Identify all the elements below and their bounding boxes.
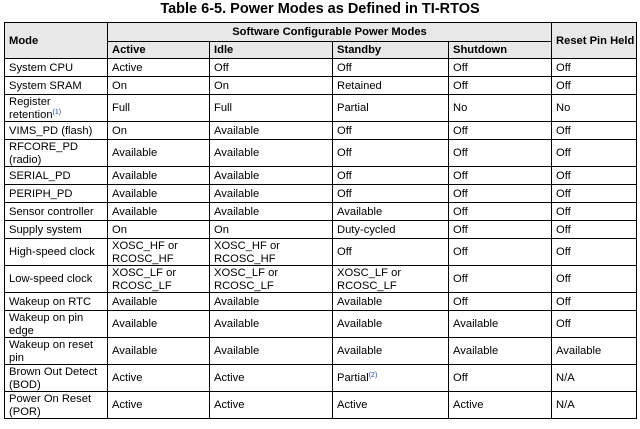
cell-standby <box>333 311 449 338</box>
cell-text: Available <box>112 295 158 308</box>
cell-text: Active <box>112 61 143 74</box>
cell-text: Off <box>556 318 571 331</box>
cell-shutdown <box>449 203 552 221</box>
cell-active <box>108 167 210 185</box>
cell-text: Off <box>453 205 468 218</box>
cell-text: Off <box>556 223 571 236</box>
cell-text: Available <box>112 205 158 218</box>
cell-text: Supply system <box>9 223 82 236</box>
header-shutdown: Shutdown <box>449 42 552 59</box>
cell-reset <box>552 221 637 239</box>
cell-text: Wakeup on RTC <box>9 295 92 308</box>
cell-text: Off <box>337 169 352 182</box>
header-software-modes: Software Configurable Power Modes <box>108 23 552 42</box>
cell-text: No <box>556 102 571 115</box>
cell-idle <box>210 365 333 392</box>
cell-active <box>108 338 210 365</box>
cell-idle <box>210 266 333 293</box>
cell-idle <box>210 59 333 77</box>
cell-text: System CPU <box>9 61 74 74</box>
cell-text: Available <box>112 318 158 331</box>
cell-text: Off <box>453 169 468 182</box>
table-row <box>5 203 637 221</box>
cell-mode <box>5 338 108 365</box>
cell-standby <box>333 203 449 221</box>
cell-text: N/A <box>556 399 575 412</box>
table-row <box>5 239 637 266</box>
cell-text: Active <box>453 399 484 412</box>
cell-text: Available <box>214 147 260 160</box>
cell-text: Available <box>112 147 158 160</box>
cell-shutdown <box>449 122 552 140</box>
cell-reset <box>552 167 637 185</box>
cell-idle <box>210 392 333 419</box>
cell-active <box>108 77 210 95</box>
cell-shutdown <box>449 77 552 95</box>
cell-standby <box>333 392 449 419</box>
cell-active <box>108 266 210 293</box>
cell-text: Off <box>556 61 571 74</box>
cell-mode <box>5 59 108 77</box>
cell-text: Sensor controller <box>9 205 94 218</box>
cell-text: Available <box>214 318 260 331</box>
cell-standby <box>333 59 449 77</box>
table-row <box>5 293 637 311</box>
cell-standby <box>333 95 449 122</box>
cell-mode <box>5 293 108 311</box>
cell-text: XOSC_LF or RCOSC_LF <box>214 267 279 292</box>
table-row <box>5 221 637 239</box>
cell-text: Active <box>214 372 245 385</box>
table-row <box>5 185 637 203</box>
cell-active <box>108 203 210 221</box>
table-row <box>5 338 637 365</box>
cell-text: Retained <box>337 79 382 92</box>
cell-active <box>108 293 210 311</box>
cell-text: Off <box>453 124 468 137</box>
cell-reset <box>552 185 637 203</box>
cell-reset <box>552 77 637 95</box>
cell-idle <box>210 77 333 95</box>
cell-reset <box>552 266 637 293</box>
table-row <box>5 266 637 293</box>
cell-text: Off <box>453 61 468 74</box>
cell-text: Available <box>337 205 383 218</box>
cell-text: XOSC_LF or RCOSC_LF <box>337 267 402 292</box>
cell-mode <box>5 392 108 419</box>
cell-text: Partial <box>337 102 369 115</box>
cell-text: Available <box>214 187 260 200</box>
cell-text: Brown Out Detect (BOD) <box>9 366 98 391</box>
cell-text: Off <box>214 61 229 74</box>
cell-shutdown <box>449 95 552 122</box>
cell-text: Register retention <box>9 96 53 121</box>
cell-active <box>108 221 210 239</box>
cell-shutdown <box>449 266 552 293</box>
cell-text: Power On Reset (POR) <box>9 393 92 418</box>
cell-shutdown <box>449 185 552 203</box>
cell-text: System SRAM <box>9 79 82 92</box>
cell-standby <box>333 77 449 95</box>
cell-shutdown <box>449 365 552 392</box>
cell-text: On <box>214 79 229 92</box>
cell-idle <box>210 122 333 140</box>
cell-text: Off <box>453 273 468 286</box>
cell-reset <box>552 392 637 419</box>
cell-text: No <box>453 102 468 115</box>
cell-shutdown <box>449 311 552 338</box>
cell-active <box>108 239 210 266</box>
cell-standby <box>333 365 449 392</box>
cell-text: Off <box>453 295 468 308</box>
cell-text: Available <box>453 345 499 358</box>
cell-idle <box>210 311 333 338</box>
cell-text: Off <box>556 147 571 160</box>
cell-shutdown <box>449 59 552 77</box>
table-body <box>5 59 637 419</box>
cell-text: Available <box>214 169 260 182</box>
cell-text: Available <box>214 345 260 358</box>
cell-text: Off <box>453 246 468 259</box>
cell-text: Off <box>556 187 571 200</box>
cell-idle <box>210 95 333 122</box>
cell-text: Available <box>337 345 383 358</box>
cell-text: Off <box>556 205 571 218</box>
cell-reset <box>552 140 637 167</box>
cell-text: Off <box>453 79 468 92</box>
cell-text: Off <box>337 124 352 137</box>
cell-text: Available <box>112 169 158 182</box>
cell-text: Available <box>214 295 260 308</box>
cell-text: Off <box>453 147 468 160</box>
cell-idle <box>210 239 333 266</box>
header-reset-pin-held: Reset Pin Held <box>552 23 637 59</box>
cell-text: Off <box>337 61 352 74</box>
cell-standby <box>333 167 449 185</box>
cell-shutdown <box>449 392 552 419</box>
cell-standby <box>333 185 449 203</box>
cell-standby <box>333 221 449 239</box>
cell-text: Off <box>337 187 352 200</box>
cell-active <box>108 365 210 392</box>
cell-text: XOSC_HF or RCOSC_HF <box>214 240 280 265</box>
cell-text: Off <box>337 246 352 259</box>
cell-shutdown <box>449 140 552 167</box>
cell-text: Active <box>112 399 143 412</box>
cell-standby <box>333 266 449 293</box>
power-modes-table <box>4 22 637 419</box>
cell-text: Duty-cycled <box>337 223 396 236</box>
cell-text: XOSC_HF or RCOSC_HF <box>112 240 178 265</box>
cell-mode <box>5 311 108 338</box>
cell-shutdown <box>449 167 552 185</box>
cell-mode <box>5 221 108 239</box>
cell-active <box>108 95 210 122</box>
cell-active <box>108 185 210 203</box>
cell-text: Wakeup on reset pin <box>9 339 94 364</box>
header-idle: Idle <box>210 42 333 59</box>
cell-idle <box>210 167 333 185</box>
cell-active <box>108 140 210 167</box>
cell-idle <box>210 185 333 203</box>
header-standby: Standby <box>333 42 449 59</box>
header-active: Active <box>108 42 210 59</box>
cell-text: Off <box>453 223 468 236</box>
cell-text: RFCORE_PD (radio) <box>9 141 78 166</box>
cell-text: Full <box>214 102 233 115</box>
cell-shutdown <box>449 239 552 266</box>
table-row <box>5 365 637 392</box>
cell-text: Off <box>453 372 468 385</box>
cell-mode <box>5 167 108 185</box>
cell-standby <box>333 140 449 167</box>
cell-shutdown <box>449 221 552 239</box>
cell-reset <box>552 239 637 266</box>
cell-reset <box>552 59 637 77</box>
cell-mode <box>5 140 108 167</box>
cell-standby <box>333 122 449 140</box>
header-row-1 <box>5 23 637 42</box>
cell-text: Off <box>556 169 571 182</box>
footnote-reference[interactable]: (1) <box>52 108 62 116</box>
cell-active <box>108 59 210 77</box>
cell-active <box>108 311 210 338</box>
cell-text: Available <box>112 345 158 358</box>
cell-shutdown <box>449 338 552 365</box>
cell-standby <box>333 293 449 311</box>
cell-mode <box>5 77 108 95</box>
cell-text: Off <box>556 295 571 308</box>
cell-text: Available <box>112 187 158 200</box>
cell-text: SERIAL_PD <box>9 169 71 182</box>
table-row <box>5 95 637 122</box>
cell-text: Active <box>214 399 245 412</box>
cell-text: Available <box>556 345 602 358</box>
cell-active <box>108 392 210 419</box>
footnote-reference[interactable]: (2) <box>368 372 378 380</box>
cell-reset <box>552 203 637 221</box>
cell-mode <box>5 239 108 266</box>
cell-reset <box>552 365 637 392</box>
table-row <box>5 311 637 338</box>
cell-text: Active <box>112 372 143 385</box>
cell-text: Off <box>337 147 352 160</box>
cell-text: On <box>112 79 127 92</box>
cell-standby <box>333 338 449 365</box>
cell-mode <box>5 266 108 293</box>
cell-shutdown <box>449 293 552 311</box>
cell-text: Off <box>453 187 468 200</box>
table-row <box>5 167 637 185</box>
table-title: Table 6-5. Power Modes as Defined in TI-RTOS <box>160 1 480 17</box>
cell-text: On <box>112 124 127 137</box>
table-row <box>5 122 637 140</box>
cell-text: Off <box>556 246 571 259</box>
cell-text: Available <box>453 318 499 331</box>
cell-text: High-speed clock <box>9 246 95 259</box>
cell-reset <box>552 293 637 311</box>
cell-mode <box>5 365 108 392</box>
cell-text: VIMS_PD (flash) <box>9 124 93 137</box>
cell-text: Available <box>337 318 383 331</box>
cell-mode <box>5 203 108 221</box>
cell-idle <box>210 221 333 239</box>
cell-mode <box>5 122 108 140</box>
cell-text: Available <box>214 124 260 137</box>
cell-idle <box>210 140 333 167</box>
cell-text: Partial <box>337 372 369 385</box>
cell-mode <box>5 185 108 203</box>
cell-idle <box>210 293 333 311</box>
cell-text: On <box>112 223 127 236</box>
cell-text: N/A <box>556 372 575 385</box>
cell-idle <box>210 338 333 365</box>
cell-text: Available <box>337 295 383 308</box>
cell-text: Active <box>337 399 368 412</box>
cell-idle <box>210 203 333 221</box>
table-row <box>5 392 637 419</box>
cell-text: Full <box>112 102 131 115</box>
cell-text: Available <box>214 205 260 218</box>
cell-text: PERIPH_PD <box>9 187 73 200</box>
table-row <box>5 59 637 77</box>
cell-reset <box>552 95 637 122</box>
cell-text: Off <box>556 273 571 286</box>
cell-reset <box>552 311 637 338</box>
cell-text: Off <box>556 79 571 92</box>
cell-reset <box>552 122 637 140</box>
table-row <box>5 140 637 167</box>
cell-text: Low-speed clock <box>9 273 93 286</box>
cell-text: Wakeup on pin edge <box>9 312 84 337</box>
cell-text: Off <box>556 124 571 137</box>
table-row <box>5 77 637 95</box>
header-mode: Mode <box>5 23 108 59</box>
cell-text: XOSC_LF or RCOSC_LF <box>112 267 177 292</box>
cell-mode <box>5 95 108 122</box>
cell-standby <box>333 239 449 266</box>
cell-reset <box>552 338 637 365</box>
cell-active <box>108 122 210 140</box>
cell-text: On <box>214 223 229 236</box>
